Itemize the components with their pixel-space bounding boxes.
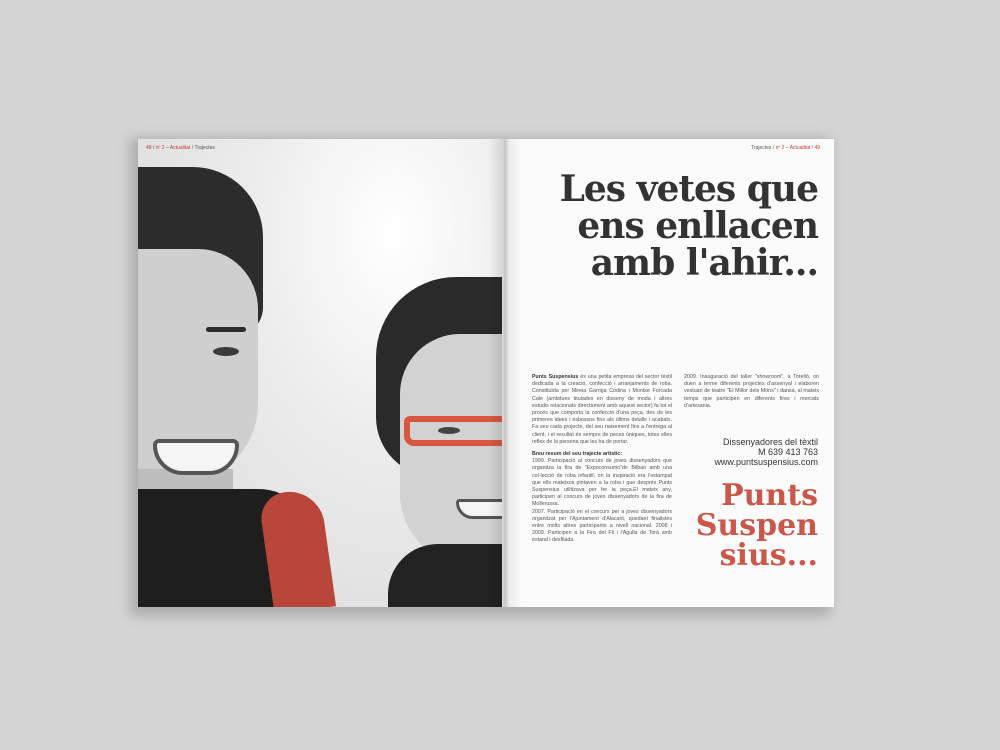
body-column-2 [684,374,819,415]
body-column-1 [532,374,672,545]
section-name: Actualitat [169,145,191,151]
brand-line: sius... [719,538,818,573]
section-name: Actualitat [789,145,811,151]
contact-title: Dissenyadores del tèxtil [722,437,818,447]
contact-website: www.puntsuspensius.com [714,457,818,467]
portrait-photo [138,139,502,607]
brand-line: Suspen [695,508,818,543]
history-text: 1999. Participació al concurs de joves dissenyadors que organitza la fira de "Expoconsumo"de Bilbao amb una col·lecció de roba infantil, on la inspiració era l'estampat que ells mateixos pintaven a la roba i que després Punts Suspensius utilitzava per fer la peça.El mateix any, participen al concurs de joves dissenyadors de la fira de Mollerussa. [532,458,672,508]
brand-line: Punts [721,478,818,513]
intro-paragraph [532,374,672,446]
headline-line: Les vetes que [559,168,818,210]
topic-name: Trajectes [751,145,772,151]
history-text-2: 2007. Participació en el concurs per a joves dissenyadors organitzat per l'Ajuntament d'Alacant, quedant finalistes entre molts altres participants a nivell nacional. 2008 i 2009. Participen a la Fira del Fil i l'Agulla de Torà amb estand i desfilada. [532,508,672,544]
brand-logotype [695,478,818,573]
spine-gutter [488,139,522,607]
right-page [502,139,834,607]
running-head-left: 48 / nº 2 – Actualitat / Trajectes [146,145,215,151]
column2-text: 2009. Inauguració del taller "showroom", a Torelló, on duen a terme diferents projectes d'assenyal i elaboren vestuari de teatre "El Millor dels Móns" i dansa, al mateix temps que participen en diferents fires i mercats d'artesania. [684,374,819,409]
contact-phone: M 639 413 763 [757,447,818,457]
contact-block [714,437,818,467]
issue-number: nº 2 [775,145,785,151]
page-number: 48 [146,145,152,151]
photo-shape [213,347,239,356]
intro-text: és una petita empresa del sector tèxtil dedicada a la creació, confecció i arranjaments de roba. Constituïda per Mireia Garriga Codina i Montse Forcada Cale (ambdues titulades en disseny de moda i altres estudis relacionats directament amb aquest sector) fa tot el procés que comporta la confecció d'una peça, des de les primeres idees i esbossos fins als últims detalls i acabats. Fa seu cada projecte, del seu naixement fins a l'entrega al client, i el resultat és sempre de peces úniques, totes elles reflex de la persona que les ha de portar. [532,374,672,445]
photo-shape [388,544,502,607]
headline-line: ens enllacen [577,205,818,247]
topic-name: Trajectes [194,145,215,151]
article-headline [522,168,818,284]
headline-line: amb l'ahir... [590,242,818,284]
intro-lead: Punts Suspensius [532,374,579,380]
page-number: 49 [814,145,820,151]
history-subhead: Breu resum del seu trajecte artístic: [532,451,623,458]
history-paragraph [532,451,672,545]
running-head-right: Trajectes / nº 2 – Actualitat / 49 [751,145,820,151]
left-page [138,139,502,607]
photo-shape [206,327,246,332]
issue-number: nº 2 [155,145,165,151]
photo-shape [400,334,502,564]
photo-shape [153,439,239,475]
